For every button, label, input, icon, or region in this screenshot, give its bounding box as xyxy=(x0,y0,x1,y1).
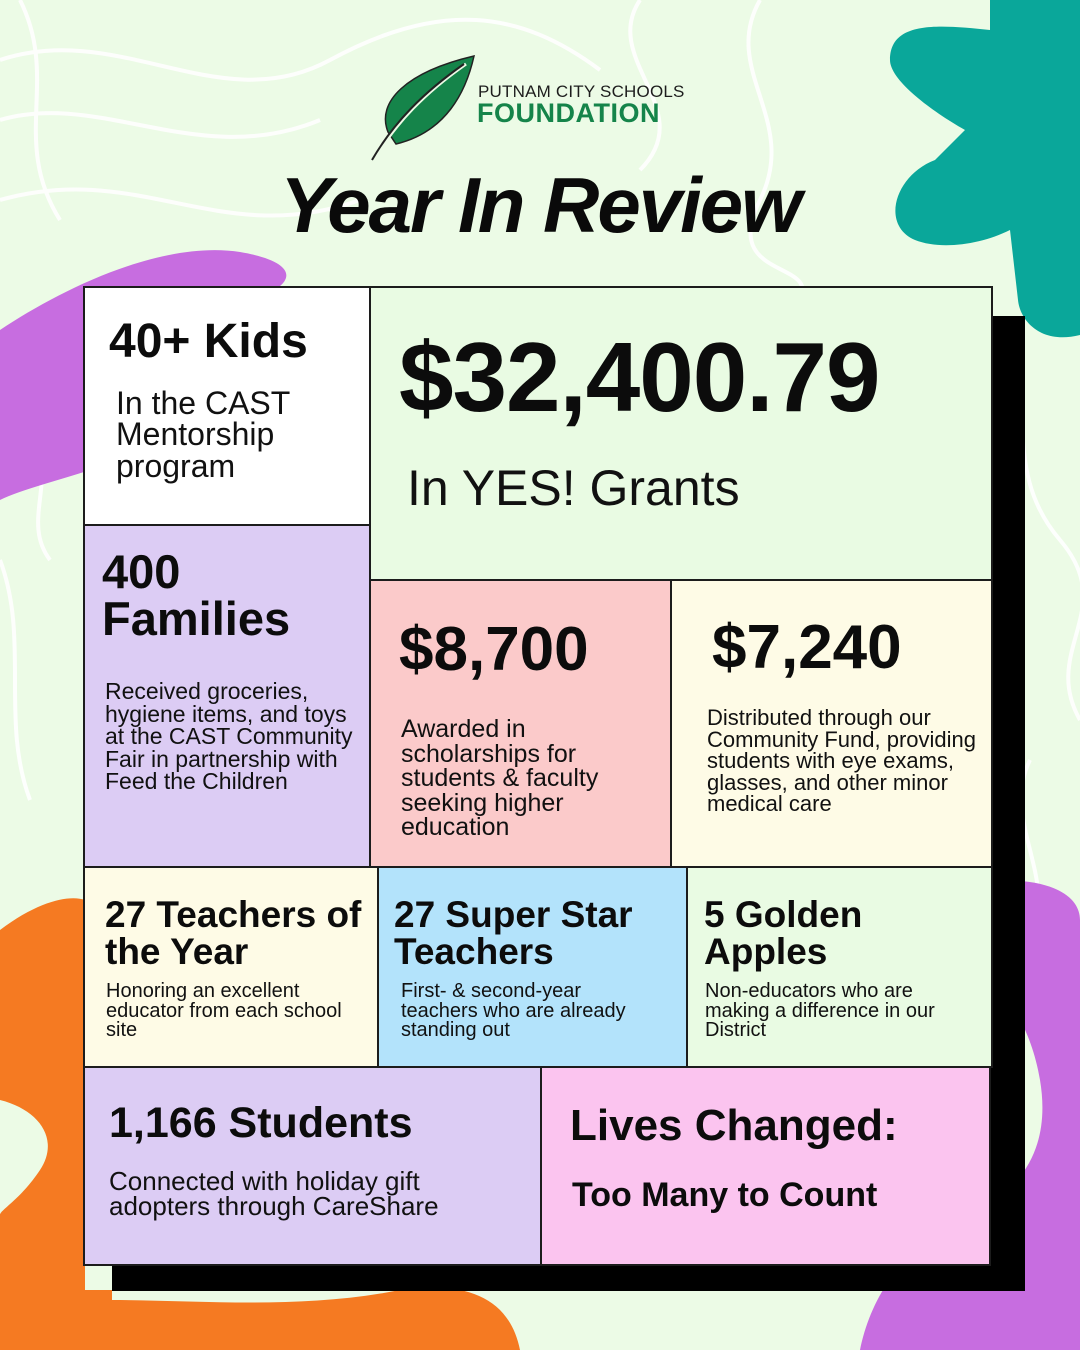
stat-headline: 40+ Kids xyxy=(109,315,308,368)
stat-community-fund xyxy=(670,579,993,868)
stat-description: Connected with holiday gift adopters through CareShare xyxy=(109,1166,439,1222)
stat-lives-changed xyxy=(540,1066,991,1266)
stat-headline: 5 Golden Apples xyxy=(704,894,863,972)
stat-teachers-of-year xyxy=(83,866,379,1068)
stat-headline: Lives Changed: xyxy=(570,1101,898,1150)
foundation-logo xyxy=(366,52,696,162)
stat-description: Awarded in scholarships for students & faculty seeking higher education xyxy=(401,715,599,841)
logo-line-2: FOUNDATION xyxy=(477,98,660,128)
stat-headline: 400 Families xyxy=(102,545,291,645)
leaf-icon xyxy=(366,52,481,162)
stat-students xyxy=(83,1066,542,1266)
stat-kids xyxy=(83,286,371,526)
stat-description: First- & second-year teachers who are already standing out xyxy=(401,980,626,1042)
stat-headline: 27 Teachers of the Year xyxy=(105,894,362,972)
stat-description: In YES! Grants xyxy=(407,460,740,516)
stat-description: Honoring an excellent educator from each school site xyxy=(106,980,342,1042)
stat-headline: $32,400.79 xyxy=(399,322,880,432)
stat-grants xyxy=(369,286,993,582)
stat-description: Distributed through our Community Fund, providing students with eye exams, glasses, and other minor medical care xyxy=(707,705,977,817)
stat-headline: 1,166 Students xyxy=(109,1099,413,1147)
page-title: Year In Review xyxy=(280,161,800,249)
logo-line-1: PUTNAM CITY SCHOOLS xyxy=(478,82,685,101)
stat-headline: $8,700 xyxy=(399,615,589,684)
stat-headline: 27 Super Star Teachers xyxy=(394,894,633,972)
stat-description: Non-educators who are making a difference in our District xyxy=(705,980,935,1042)
stat-golden-apples xyxy=(686,866,993,1068)
stat-families xyxy=(83,524,371,868)
stat-scholarships xyxy=(369,579,672,868)
stat-super-star-teachers xyxy=(377,866,688,1068)
stat-description: Received groceries, hygiene items, and toys at the CAST Community Fair in partnership with Feed the Children xyxy=(105,678,353,795)
stat-description: Too Many to Count xyxy=(572,1176,878,1214)
stat-headline: $7,240 xyxy=(712,613,902,682)
stat-description: In the CAST Mentorship program xyxy=(116,385,290,484)
